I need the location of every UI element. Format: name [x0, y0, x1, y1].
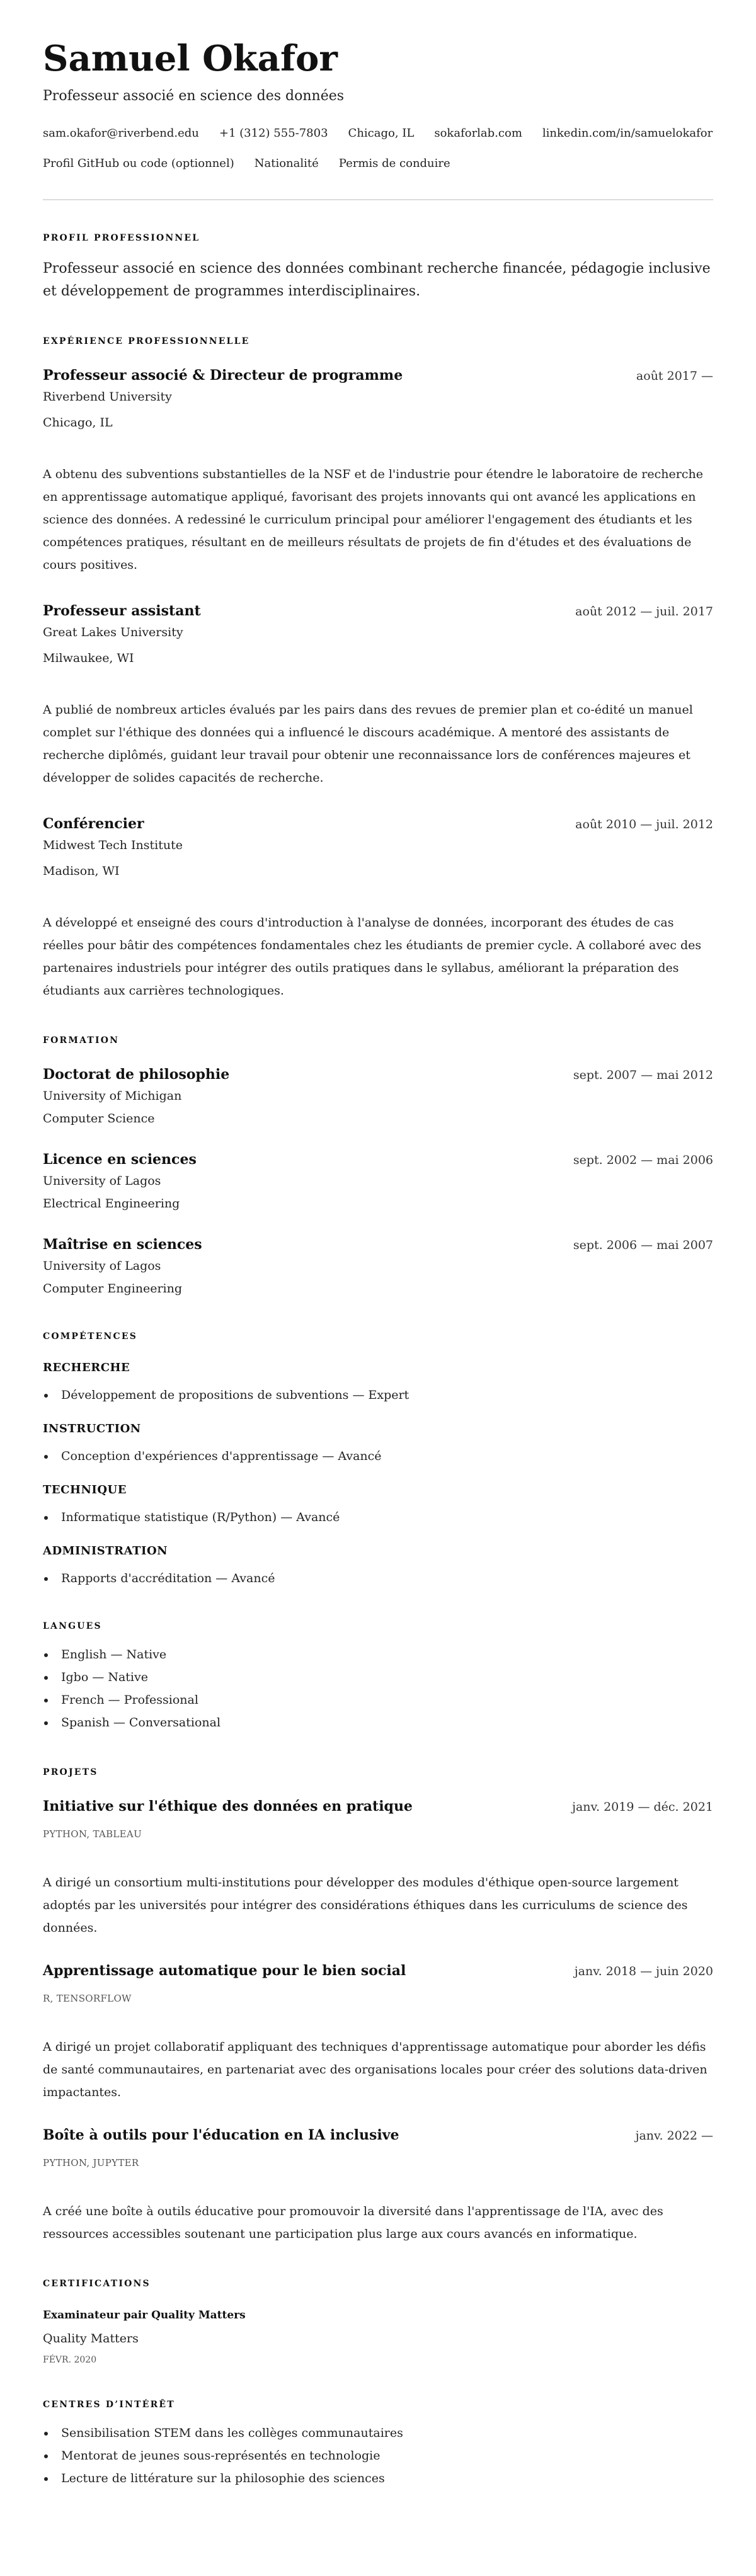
contact-nationality: Nationalité [254, 157, 319, 170]
interest-item: Mentorat de jeunes sous-représentés en technologie [43, 2444, 713, 2467]
project-tech: PYTHON, TABLEAU [43, 1828, 142, 1840]
section-heading-education: FORMATION [43, 1035, 120, 1046]
interests-list [43, 2422, 713, 2490]
project-header [43, 1797, 713, 1816]
section-heading-skills: COMPÉTENCES [43, 1331, 138, 1342]
job-title: Professeur assistant [43, 603, 201, 619]
certification-issuer: Quality Matters [43, 2332, 139, 2345]
project-dates: janv. 2022 — [635, 2129, 713, 2143]
degree-title: Maîtrise en sciences [43, 1236, 202, 1253]
skill-group [43, 1543, 713, 1588]
certification-date: FÉVR. 2020 [43, 2355, 97, 2365]
project-header [43, 1961, 713, 1981]
education-list [43, 1065, 713, 1298]
job-title: Professeur associé & Directeur de programme [43, 367, 403, 384]
interest-item: Lecture de littérature sur la philosophie des sciences [43, 2467, 713, 2490]
contact-list [43, 125, 713, 173]
job-dates: août 2012 — juil. 2017 [575, 605, 713, 618]
skill-group [43, 1482, 713, 1527]
job-company: Midwest Tech Institute [43, 838, 183, 852]
profile-summary: Professeur associé en science des données combinant recherche financée, pédagogie inclusive et développement de programmes interdisciplinaires. [43, 261, 711, 299]
certification-name: Examinateur pair Quality Matters [43, 2309, 246, 2322]
section-heading-profile: PROFIL PROFESSIONNEL [43, 233, 200, 243]
project-dates: janv. 2019 — déc. 2021 [572, 1800, 713, 1814]
language-item: Spanish — Conversational [43, 1711, 713, 1734]
section-heading-certifications: CERTIFICATIONS [43, 2279, 151, 2289]
section-heading-interests: CENTRES D’INTÉRÊT [43, 2400, 175, 2410]
contact-website[interactable]: sokaforlab.com [434, 127, 522, 140]
project-entry [43, 1797, 713, 1939]
skill-group [43, 1421, 713, 1466]
education-header [43, 1065, 713, 1085]
header-divider [43, 199, 713, 200]
project-title: Boîte à outils pour l'éducation en IA inclusive [43, 2127, 399, 2143]
project-tech: PYTHON, JUPYTER [43, 2157, 139, 2169]
job-company: Riverbend University [43, 390, 172, 404]
skill-item: Développement de propositions de subventions — Expert [43, 1386, 713, 1405]
projects-list [43, 1797, 713, 2245]
education-entry [43, 1150, 713, 1213]
skill-item: Conception d'expériences d'apprentissage — Avancé [43, 1447, 713, 1466]
skill-item: Rapports d'accréditation — Avancé [43, 1569, 713, 1588]
job-dates: août 2010 — juil. 2012 [575, 818, 713, 831]
skill-items [43, 1386, 713, 1405]
job-location: Milwaukee, WI [43, 651, 134, 665]
project-description: A dirigé un consortium multi-institutions pour développer des modules d'éthique open-source largement adoptés par les universités pour intégrer des considérations éthiques dans les curriculums de science des données. [43, 1876, 688, 1935]
experience-list [43, 366, 713, 1002]
project-dates: janv. 2018 — juin 2020 [574, 1964, 713, 1978]
contact-email[interactable]: sam.okafor@riverbend.edu [43, 127, 199, 140]
education-entry [43, 1235, 713, 1298]
skill-group-name: ADMINISTRATION [43, 1544, 168, 1558]
education-dates: sept. 2006 — mai 2007 [573, 1238, 713, 1252]
skill-items [43, 1447, 713, 1466]
education-field: Electrical Engineering [43, 1197, 180, 1211]
project-entry [43, 2126, 713, 2245]
skill-item: Informatique statistique (R/Python) — Avancé [43, 1508, 713, 1527]
job-description: A développé et enseigné des cours d'introduction à l'analyse de données, incorporant des études de cas réelles pour bâtir des compétences fondamentales chez les étudiants de premier cycle. A collaboré avec des partenaires industriels pour intégrer des outils pratiques dans le syllabus, améliorant la préparation des étudiants aux carrières technologiques. [43, 916, 702, 998]
job-dates: août 2017 — [636, 369, 713, 383]
section-heading-projects: PROJETS [43, 1767, 98, 1777]
job-header [43, 601, 713, 621]
language-item: English — Native [43, 1643, 713, 1666]
education-field: Computer Engineering [43, 1282, 183, 1296]
candidate-name: Samuel Okafor [43, 38, 338, 79]
education-header [43, 1235, 713, 1255]
project-entry [43, 1961, 713, 2104]
job-title: Conférencier [43, 816, 144, 832]
contact-phone[interactable]: +1 (312) 555-7803 [219, 127, 328, 140]
skill-group-name: TECHNIQUE [43, 1483, 127, 1496]
language-item: Igbo — Native [43, 1666, 713, 1689]
skill-items [43, 1569, 713, 1588]
job-entry [43, 601, 713, 789]
interest-item: Sensibilisation STEM dans les collèges communautaires [43, 2422, 713, 2444]
project-description: A créé une boîte à outils éducative pour promouvoir la diversité dans l'apprentissage de l'IA, avec des ressources accessibles soutenant une participation plus large aux cours avancés en informatique. [43, 2204, 663, 2241]
skill-group-name: RECHERCHE [43, 1361, 130, 1374]
education-entry [43, 1065, 713, 1128]
certifications-list [43, 2307, 713, 2366]
contact-github: Profil GitHub ou code (optionnel) [43, 157, 234, 170]
headline: Professeur associé en science des données [43, 88, 345, 104]
degree-title: Doctorat de philosophie [43, 1066, 230, 1083]
job-description: A obtenu des subventions substantielles de la NSF et de l'industrie pour étendre le laboratoire de recherche en apprentissage automatique appliqué, favorisant des projets innovants qui ont avancé les applications en science des données. A redessiné le curriculum principal pour améliorer l'engagement des étudiants et les compétences pratiques, résultant en de meilleurs résultats de projets de fin d'études et des évaluations de cours positives. [43, 467, 703, 572]
project-title: Apprentissage automatique pour le bien social [43, 1963, 406, 1979]
education-institution: University of Lagos [43, 1259, 161, 1273]
education-institution: University of Michigan [43, 1089, 182, 1103]
section-heading-languages: LANGUES [43, 1621, 102, 1631]
contact-license: Permis de conduire [338, 157, 450, 170]
job-entry [43, 366, 713, 576]
skill-items [43, 1508, 713, 1527]
project-title: Initiative sur l'éthique des données en pratique [43, 1798, 413, 1815]
section-heading-experience: EXPÉRIENCE PROFESSIONNELLE [43, 336, 250, 346]
job-location: Madison, WI [43, 864, 120, 878]
certification-entry [43, 2307, 713, 2366]
education-dates: sept. 2002 — mai 2006 [573, 1153, 713, 1167]
skill-group [43, 1360, 713, 1405]
skill-group-name: INSTRUCTION [43, 1422, 141, 1435]
education-header [43, 1150, 713, 1170]
job-header [43, 814, 713, 834]
job-location: Chicago, IL [43, 416, 113, 430]
languages-list [43, 1643, 713, 1734]
project-header [43, 2126, 713, 2145]
job-company: Great Lakes University [43, 625, 183, 639]
project-description: A dirigé un projet collaboratif appliquant des techniques d'apprentissage automatique pour aborder les défis de santé communautaires, en partenariat avec des organisations locales pour créer des solutions data-driven impactantes. [43, 2040, 707, 2099]
skills-list [43, 1360, 713, 1588]
language-item: French — Professional [43, 1689, 713, 1711]
education-field: Computer Science [43, 1112, 155, 1126]
job-description: A publié de nombreux articles évalués par les pairs dans des revues de premier plan et co-édité un manuel complet sur l'éthique des données qui a influencé le discours académique. A mentoré des assistants de recherche diplômés, guidant leur travail pour obtenir une reconnaissance lors de conférences majeures et développer de solides capacités de recherche. [43, 703, 693, 785]
contact-location: Chicago, IL [348, 127, 415, 140]
education-dates: sept. 2007 — mai 2012 [573, 1068, 713, 1082]
job-entry [43, 814, 713, 1002]
degree-title: Licence en sciences [43, 1151, 197, 1168]
project-tech: R, TENSORFLOW [43, 1993, 132, 2004]
contact-linkedin[interactable]: linkedin.com/in/samuelokafor [542, 127, 713, 140]
job-header [43, 366, 713, 385]
education-institution: University of Lagos [43, 1174, 161, 1188]
